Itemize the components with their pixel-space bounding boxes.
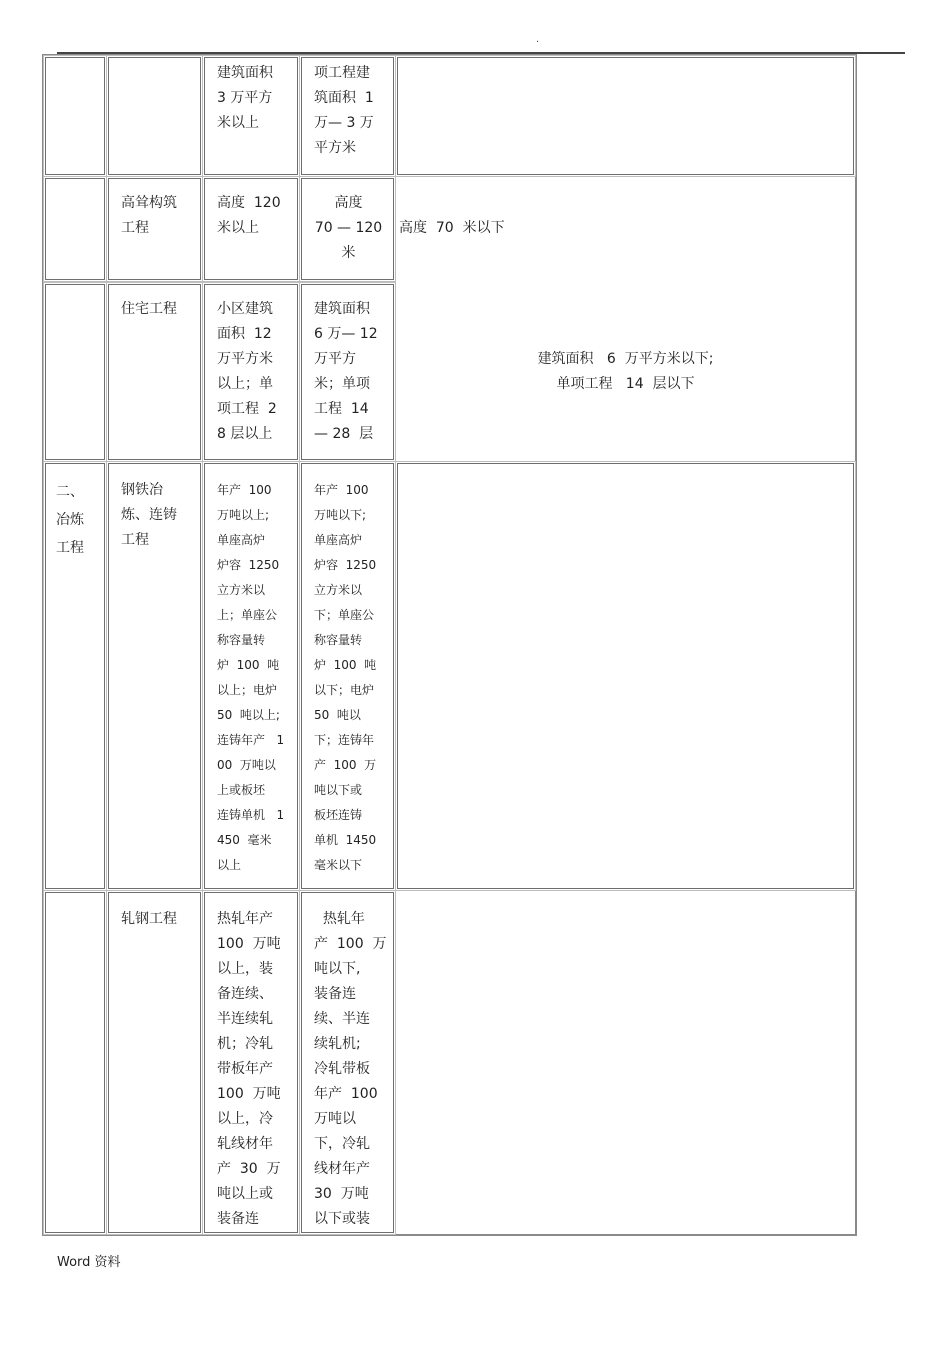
grade3-text: 建筑面积 6 万平方米以下; 单项工程 14 层以下 — [537, 351, 714, 392]
category-text: 二、 冶炼 工程 — [56, 484, 84, 556]
table-cell-item — [108, 463, 201, 889]
grade3-text: 高度 70 米以下 — [399, 220, 505, 236]
table-cell-item — [108, 892, 201, 1233]
grade1-text: 高度 120 米以上 — [217, 195, 281, 236]
grade2-text: 热轧年 产 100 万 吨以下, 装备连 续、半连 续轧机; 冷轧带板 年产 100 万吨以 下，冷轧 线材年产 30 万吨 以下或装 — [314, 911, 387, 1227]
item-text: 钢铁冶 炼、连铸 工程 — [121, 482, 177, 548]
table-cell-item — [108, 284, 201, 460]
table-cell-item — [108, 57, 201, 175]
item-text: 住宅工程 — [121, 301, 177, 317]
item-text: 轧钢工程 — [121, 911, 177, 927]
table-cell-grade2 — [301, 57, 394, 175]
grade1-text: 年产 100 万吨以上; 单座高炉 炉容 1250 立方米以 上；单座公 称容量转 炉 100 吨 以上；电炉 50 吨以上; 连铸年产 1 00 万吨以 上或板坯 连铸单机 1 450 毫米 以上 — [217, 483, 285, 872]
table-cell-category — [45, 178, 105, 280]
item-text: 高耸构筑 工程 — [121, 195, 177, 236]
table-cell-grade1 — [204, 284, 298, 460]
table-cell-grade3 — [397, 57, 854, 175]
table-cell-grade2 — [301, 178, 394, 280]
header-mark: . — [536, 34, 540, 45]
grade2-text: 高度 70 — 120 米 — [314, 195, 383, 261]
table-cell-category — [45, 57, 105, 175]
table-cell-grade1 — [204, 892, 298, 1233]
grade2-text: 年产 100 万吨以下; 单座高炉 炉容 1250 立方米以 下；单座公 称容量转 炉 100 吨 以下；电炉 50 吨以 下；连铸年 产 100 万 吨以下或 板坯连铸 单机 1450 毫米以下 — [314, 483, 377, 872]
table-cell-category — [45, 892, 105, 1233]
table-cell-category — [45, 284, 105, 460]
grade1-text: 小区建筑 面积 12 万平方米 以上；单 项工程 2 8 层以上 — [217, 301, 277, 442]
table-cell-grade1 — [204, 57, 298, 175]
table-cell-grade3 — [397, 463, 854, 889]
table-cell-grade1 — [204, 178, 298, 280]
table-cell-grade2 — [301, 284, 394, 460]
table-cell-grade2 — [301, 892, 394, 1233]
footer-label: Word 资料 — [57, 1255, 121, 1270]
grade1-text: 建筑面积 3 万平方 米以上 — [217, 65, 273, 131]
grade2-text: 项工程建 筑面积 1 万— 3 万 平方米 — [314, 65, 374, 156]
table-cell-grade1 — [204, 463, 298, 889]
grade2-text: 建筑面积 6 万— 12 万平方 米；单项 工程 14 — 28 层 — [314, 301, 378, 442]
table-cell-category — [45, 463, 105, 889]
table-cell-grade2 — [301, 463, 394, 889]
table-cell-item — [108, 178, 201, 280]
grade1-text: 热轧年产 100 万吨 以上，装 备连续、 半连续轧 机；冷轧 带板年产 100 万吨 以上，冷 轧线材年 产 30 万 吨以上或 装备连 — [217, 911, 281, 1227]
